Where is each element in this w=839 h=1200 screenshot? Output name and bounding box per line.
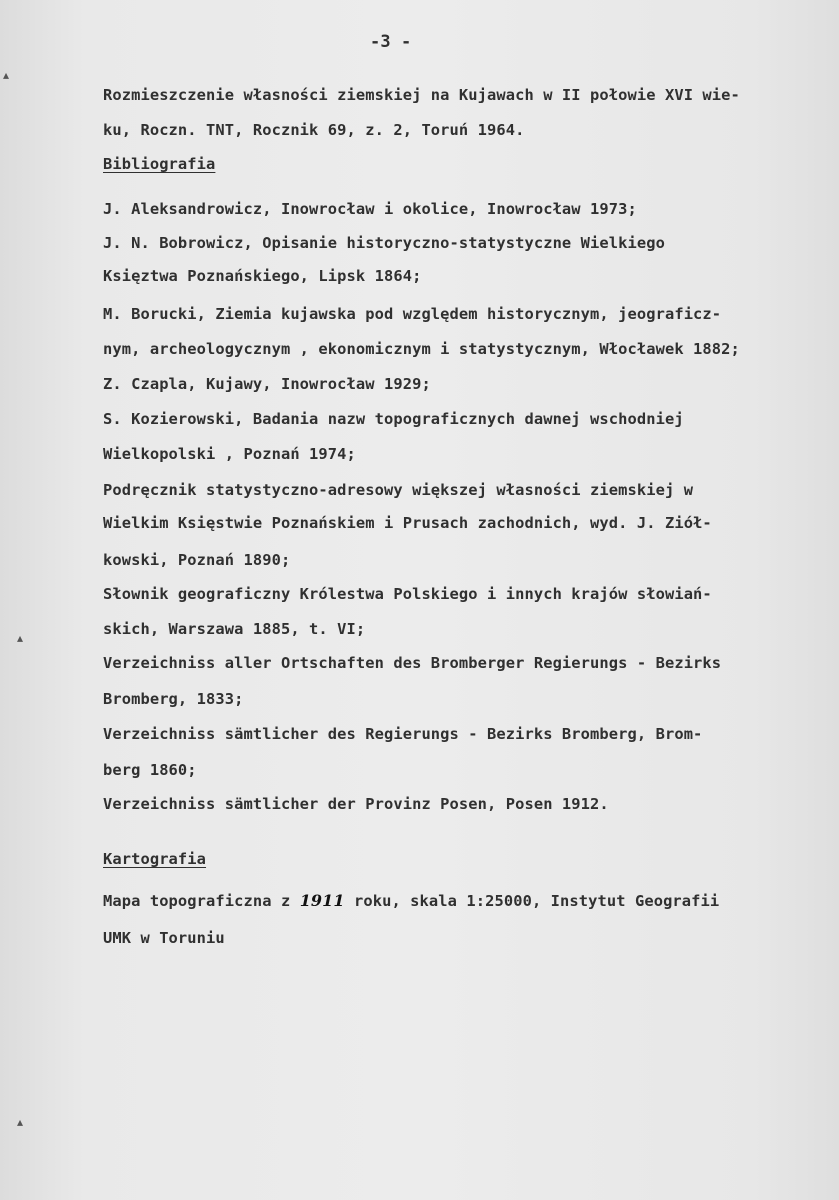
punch-mark: ▴ <box>17 1115 24 1129</box>
handwritten-year: 1911 <box>299 891 345 910</box>
bibliography-line: J. Aleksandrowicz, Inowrocław i okolice, Inowrocław 1973; <box>103 200 637 218</box>
bibliography-line: Bromberg, 1833; <box>103 690 244 708</box>
cartography-line-2: UMK w Toruniu <box>103 929 225 947</box>
bibliography-line: Verzeichniss sämtlicher der Provinz Posen, Posen 1912. <box>103 795 609 813</box>
cartography-line-1 <box>103 891 719 911</box>
bibliography-line: Z. Czapla, Kujawy, Inowrocław 1929; <box>103 375 431 393</box>
bibliography-line: kowski, Poznań 1890; <box>103 551 291 569</box>
bibliography-line: Verzeichniss aller Ortschaften des Bromberger Regierungs - Bezirks <box>103 654 722 672</box>
bibliography-line: Księztwa Poznańskiego, Lipsk 1864; <box>103 267 422 285</box>
bibliography-line: nym, archeologycznym , ekonomicznym i statystycznym, Włocławek 1882; <box>103 340 740 358</box>
bibliography-line: Verzeichniss sämtlicher des Regierungs - Bezirks Bromberg, Brom- <box>103 725 703 743</box>
cartography-heading: Kartografia <box>103 850 207 868</box>
bibliography-line: Słownik geograficzny Królestwa Polskiego i innych krajów słowiań- <box>103 585 712 603</box>
bibliography-line: skich, Warszawa 1885, t. VI; <box>103 620 366 638</box>
page-number: -3 - <box>370 32 412 52</box>
bibliography-line: Wielkim Księstwie Poznańskiem i Prusach zachodnich, wyd. J. Ziół- <box>103 514 712 532</box>
punch-mark: ▴ <box>17 631 24 645</box>
cartography-text: Mapa topograficzna z <box>103 892 300 910</box>
bibliography-line: Wielkopolski , Poznań 1974; <box>103 445 356 463</box>
bibliography-line: J. N. Bobrowicz, Opisanie historyczno-statystyczne Wielkiego <box>103 234 665 252</box>
bibliography-heading: Bibliografia <box>103 155 216 173</box>
punch-mark: ▴ <box>3 68 10 82</box>
bibliography-line: Podręcznik statystyczno-adresowy większej własności ziemskiej w <box>103 481 694 499</box>
intro-line-2: ku, Roczn. TNT, Rocznik 69, z. 2, Toruń 1964. <box>103 121 525 139</box>
cartography-text: roku, skala 1:25000, Instytut Geografii <box>344 892 720 910</box>
bibliography-line: S. Kozierowski, Badania nazw topograficznych dawnej wschodniej <box>103 410 684 428</box>
bibliography-line: berg 1860; <box>103 761 197 779</box>
intro-line-1: Rozmieszczenie własności ziemskiej na Kujawach w II połowie XVI wie- <box>103 86 740 104</box>
bibliography-line: M. Borucki, Ziemia kujawska pod względem historycznym, jeograficz- <box>103 305 722 323</box>
